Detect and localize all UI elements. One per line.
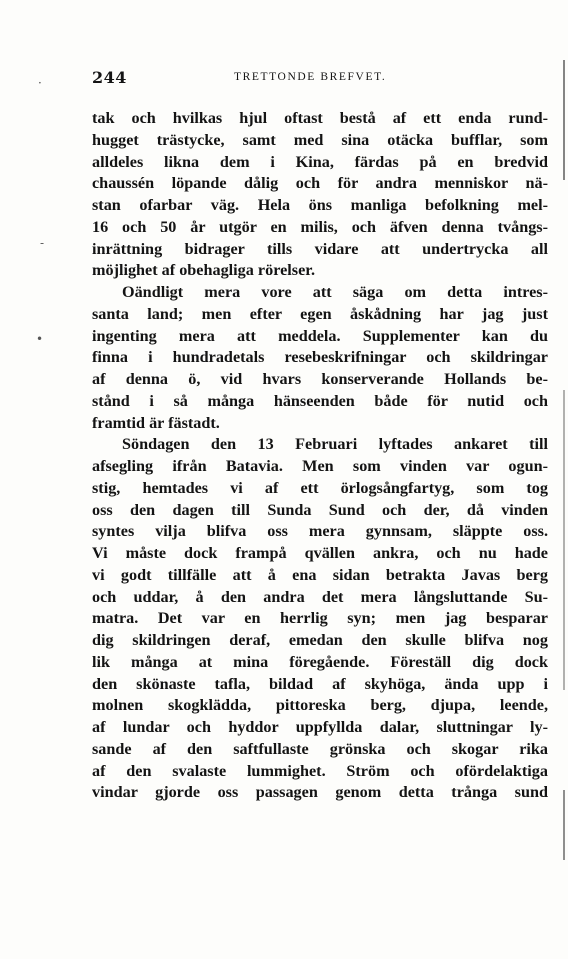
text-line: lik många at mina föregående. Föreställ dig dock: [92, 652, 548, 671]
text-line: alldeles likna dem i Kina, färdas på en bredvid: [92, 152, 548, 171]
text-line: stånd i så många hänseenden både för nutid och: [92, 391, 548, 410]
text-line: möjlighet af obehagliga rörelser.: [92, 261, 315, 280]
page-number: 244: [92, 68, 127, 87]
text-line: och uddar, å den andra det mera långsluttande Su-: [92, 587, 548, 606]
text-line: af den svalaste lummighet. Ström och ofördelaktiga: [92, 761, 548, 780]
text-line: chaussén löpande dålig och för andra menniskor nä-: [92, 174, 548, 193]
margin-speck: -: [40, 236, 45, 250]
page-edge-shadow: [563, 390, 565, 690]
text-line: 16 och 50 år utgör en milis, och äfven denna tvångs-: [92, 217, 548, 236]
text-line: vindar gjorde oss passagen genom detta trånga sund: [92, 783, 548, 802]
text-line: matra. Det var en herrlig syn; men jag besparar: [92, 609, 548, 628]
text-line: stig, hemtades vi af ett örlogsångfartyg, som tog: [92, 478, 548, 497]
text-line: den skönaste tafla, bildad af skyhöga, ända upp i: [92, 674, 548, 693]
margin-speck: ·: [38, 76, 42, 90]
text-line: sande af den saftfullaste grönska och skogar rika: [92, 739, 548, 758]
body-text: [92, 108, 548, 804]
text-line: dig skildringen deraf, emedan den skulle blifva nog: [92, 631, 548, 649]
text-line: syntes vilja blifva oss mera gynnsam, släppte oss.: [92, 522, 548, 541]
text-line: finna i hundradetals resebeskrifningar och skildringar: [92, 348, 548, 367]
page-edge-shadow: [563, 790, 565, 860]
page-edge-shadow: [563, 60, 565, 180]
text-line: oss den dagen till Sunda Sund och der, då vinden: [92, 500, 548, 519]
paragraph: [92, 108, 548, 282]
text-line: santa land; men efter egen åskådning har jag just: [92, 304, 548, 323]
text-line: Oändligt mera vore att säga om detta intres-: [122, 283, 548, 301]
text-line: hugget trästycke, samt med sina otäcka bufflar, som: [92, 130, 548, 149]
page-header: [92, 68, 542, 90]
text-line: inrättning bidrager tills vidare att undertrycka all: [92, 239, 548, 258]
text-line: Vi måste dock frampå qvällen ankra, och nu hade: [92, 544, 548, 562]
text-line: af denna ö, vid hvars konserverande Hollands be-: [92, 370, 548, 388]
text-line: framtid är fästadt.: [92, 413, 220, 432]
text-line: ingenting mera att meddela. Supplementer kan du: [92, 326, 548, 345]
text-line: vi godt tillfälle att å ena sidan betrakta Javas berg: [92, 565, 548, 584]
text-line: stan ofarbar väg. Hela öns manliga befolkning mel-: [92, 196, 548, 214]
paragraph: [92, 282, 548, 434]
text-line: af lundar och hyddor uppfyllda dalar, sluttningar ly-: [92, 718, 548, 736]
paragraph: [92, 434, 548, 804]
running-head: TRETTONDE BREFVET.: [234, 71, 387, 83]
margin-speck: •: [36, 332, 44, 346]
text-line: Söndagen den 13 Februari lyftades ankaret till: [122, 435, 548, 454]
text-line: tak och hvilkas hjul oftast bestå af ett enda rund-: [92, 109, 548, 127]
text-line: molnen skogklädda, pittoreska berg, djupa, leende,: [92, 696, 548, 715]
text-line: afsegling ifrån Batavia. Men som vinden var ogun-: [92, 457, 548, 475]
